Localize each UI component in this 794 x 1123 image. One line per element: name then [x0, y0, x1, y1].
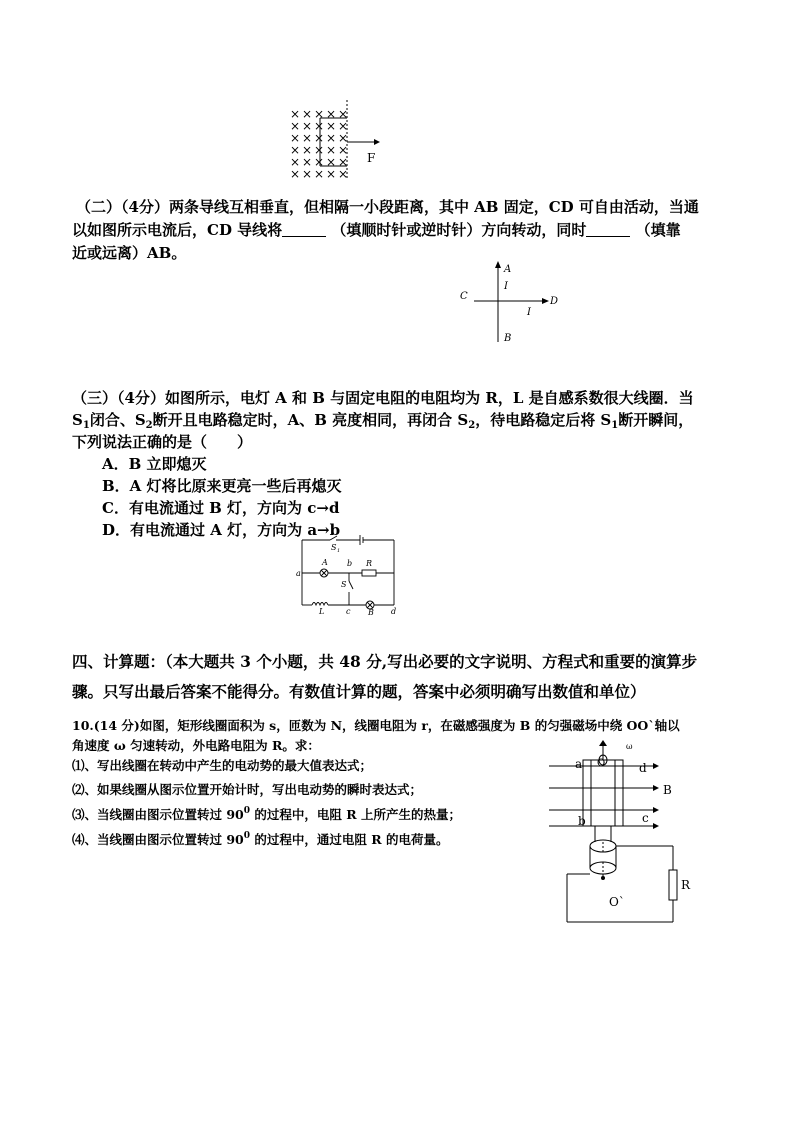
q10-item-3 — [72, 799, 461, 827]
q3-text-e: 断开瞬间， — [618, 411, 694, 429]
label-b: B — [504, 333, 512, 344]
label-node-d: d — [391, 607, 397, 615]
field-cross: × — [338, 131, 349, 145]
field-cross: × — [338, 167, 349, 180]
field-cross: × — [314, 167, 325, 180]
field-cross: × — [326, 143, 337, 157]
label-s1: S — [331, 543, 337, 552]
q3-line1: （三）（4分）如图所示，电灯 A 和 B 与固定电阻的电阻均为 R，L 是自感系数很大线圈．当 — [72, 389, 694, 407]
q10-item-3-deg: 0 — [243, 806, 251, 816]
wire-ab-arrowhead — [495, 261, 501, 268]
label-node-c: c — [346, 607, 351, 615]
field-cross: × — [314, 143, 325, 157]
generator-figure — [545, 738, 710, 926]
q10-item-1: ⑴、写出线圈在转动中产生的电动势的最大值表达式； — [72, 758, 373, 773]
label-coil-b: b — [578, 814, 586, 828]
field-cross: × — [302, 143, 313, 157]
q10-item-4-text: ⑷、当线圈由图示位置转过 90 — [72, 832, 244, 847]
field-cross: × — [290, 131, 301, 145]
field-cross: × — [338, 143, 349, 157]
magnetic-field-figure — [284, 100, 394, 180]
q2-blank-1[interactable] — [282, 222, 326, 237]
q10-item-4 — [72, 824, 448, 852]
q3-s: S — [72, 411, 83, 429]
section4-line2: 骤。只写出最后答案不能得分。有数值计算的题，答案中必须明确写出数值和单位） — [72, 682, 646, 701]
field-cross: × — [290, 167, 301, 180]
label-d: D — [550, 296, 559, 307]
wire-cd-arrowhead — [542, 298, 549, 304]
label-resistor: R — [366, 559, 373, 568]
label-inductor: L — [319, 607, 325, 615]
q10-line2: 角速度 ω 匀速转动，外电路电阻为 R。求： — [72, 738, 320, 753]
label-s1-sub: 1 — [337, 548, 341, 554]
q2-line3: 近或远离）AB。 — [72, 244, 187, 262]
field-cross: × — [290, 155, 301, 169]
q3-sub: 2 — [145, 420, 153, 431]
q2-line2-b: （填顺时针或逆时针）方向转动，同时 — [326, 221, 587, 239]
field-cross: × — [326, 119, 337, 133]
q3-option-a[interactable]: A．B 立即熄灭 — [102, 455, 207, 473]
q3-option-c[interactable]: C．有电流通过 B 灯，方向为 c→d — [102, 499, 340, 517]
field-cross: × — [338, 119, 349, 133]
label-axis-o: O — [597, 758, 606, 769]
label-node-a: a — [296, 569, 301, 578]
label-a: A — [504, 264, 512, 275]
label-lamp-a: A — [322, 558, 328, 567]
field-cross: × — [314, 155, 325, 169]
field-cross: × — [326, 155, 337, 169]
q2-line2-c: （填靠 — [630, 221, 681, 239]
q10-item-2: ⑵、如果线圈从图示位置开始计时，写出电动势的瞬时表达式； — [72, 782, 423, 797]
field-cross: × — [314, 107, 325, 121]
circuit-figure — [294, 535, 406, 615]
q2-line1: （二）（4分）两条导线互相垂直，但相隔一小段距离，其中 AB 固定，CD 可自由活动，当通 — [76, 198, 699, 216]
q3-line3: 下列说法正确的是（ ） — [72, 433, 253, 451]
force-arrowhead — [374, 139, 380, 145]
wires-figure — [450, 258, 560, 350]
field-cross: × — [302, 107, 313, 121]
q3-sub: 1 — [82, 420, 90, 431]
q2-line2 — [72, 218, 681, 242]
q2-line2-a: 以如图所示电流后，CD 导线将 — [72, 221, 283, 239]
q3-text-c: 断开且电路稳定时，A、B 亮度相同，再闭合 S — [152, 411, 469, 429]
label-node-b: b — [347, 559, 353, 568]
label-field-b: B — [663, 783, 672, 797]
label-switch-s: S — [341, 580, 347, 589]
label-omega: ω — [626, 742, 633, 751]
label-axis-o-prime: O` — [609, 895, 625, 909]
field-cross: × — [338, 155, 349, 169]
field-cross: × — [326, 131, 337, 145]
label-coil-c: c — [642, 811, 649, 825]
label-current-1: I — [504, 281, 508, 292]
field-cross: × — [302, 167, 313, 180]
label-coil-d: d — [639, 761, 647, 775]
q3-sub: 1 — [611, 420, 619, 431]
field-cross: × — [314, 131, 325, 145]
field-cross: × — [302, 119, 313, 133]
field-cross: × — [326, 107, 337, 121]
field-cross: × — [338, 107, 349, 121]
field-cross: × — [290, 143, 301, 157]
field-cross: × — [290, 107, 301, 121]
q10-item-3-tail: 的过程中，电阻 R 上所产生的热量； — [250, 807, 461, 822]
force-label: F — [367, 151, 376, 165]
field-cross: × — [326, 167, 337, 180]
q10-line1: 10.(14 分)如图，矩形线圈面积为 s，匝数为 N，线圈电阻为 r，在磁感强度为 B 的匀强磁场中绕 OO`轴以 — [72, 718, 680, 733]
q10-item-4-tail: 的过程中，通过电阻 R 的电荷量。 — [250, 832, 449, 847]
q3-option-d[interactable]: D．有电流通过 A 灯，方向为 a→b — [102, 521, 341, 539]
q3-text-d: ，待电路稳定后将 S — [475, 411, 612, 429]
q2-blank-2[interactable] — [586, 222, 630, 237]
field-cross: × — [302, 131, 313, 145]
label-resistor-r: R — [681, 878, 691, 892]
label-coil-a: a — [575, 757, 583, 771]
field-cross: × — [290, 119, 301, 133]
label-current-2: I — [527, 307, 531, 318]
label-lamp-b: B — [368, 608, 374, 615]
q10-item-4-deg: 0 — [243, 831, 251, 841]
field-cross: × — [302, 155, 313, 169]
q3-text-b: 闭合、S — [89, 411, 146, 429]
q3-sub: 2 — [468, 420, 476, 431]
q10-item-3-text: ⑶、当线圈由图示位置转过 90 — [72, 807, 244, 822]
label-c: C — [460, 291, 468, 302]
field-cross: × — [314, 119, 325, 133]
section4-line1: 四、计算题：（本大题共 3 个小题，共 48 分,写出必要的文字说明、方程式和重要的演算步 — [72, 652, 698, 671]
q3-option-b[interactable]: B．A 灯将比原来更亮一些后再熄灭 — [102, 477, 342, 495]
